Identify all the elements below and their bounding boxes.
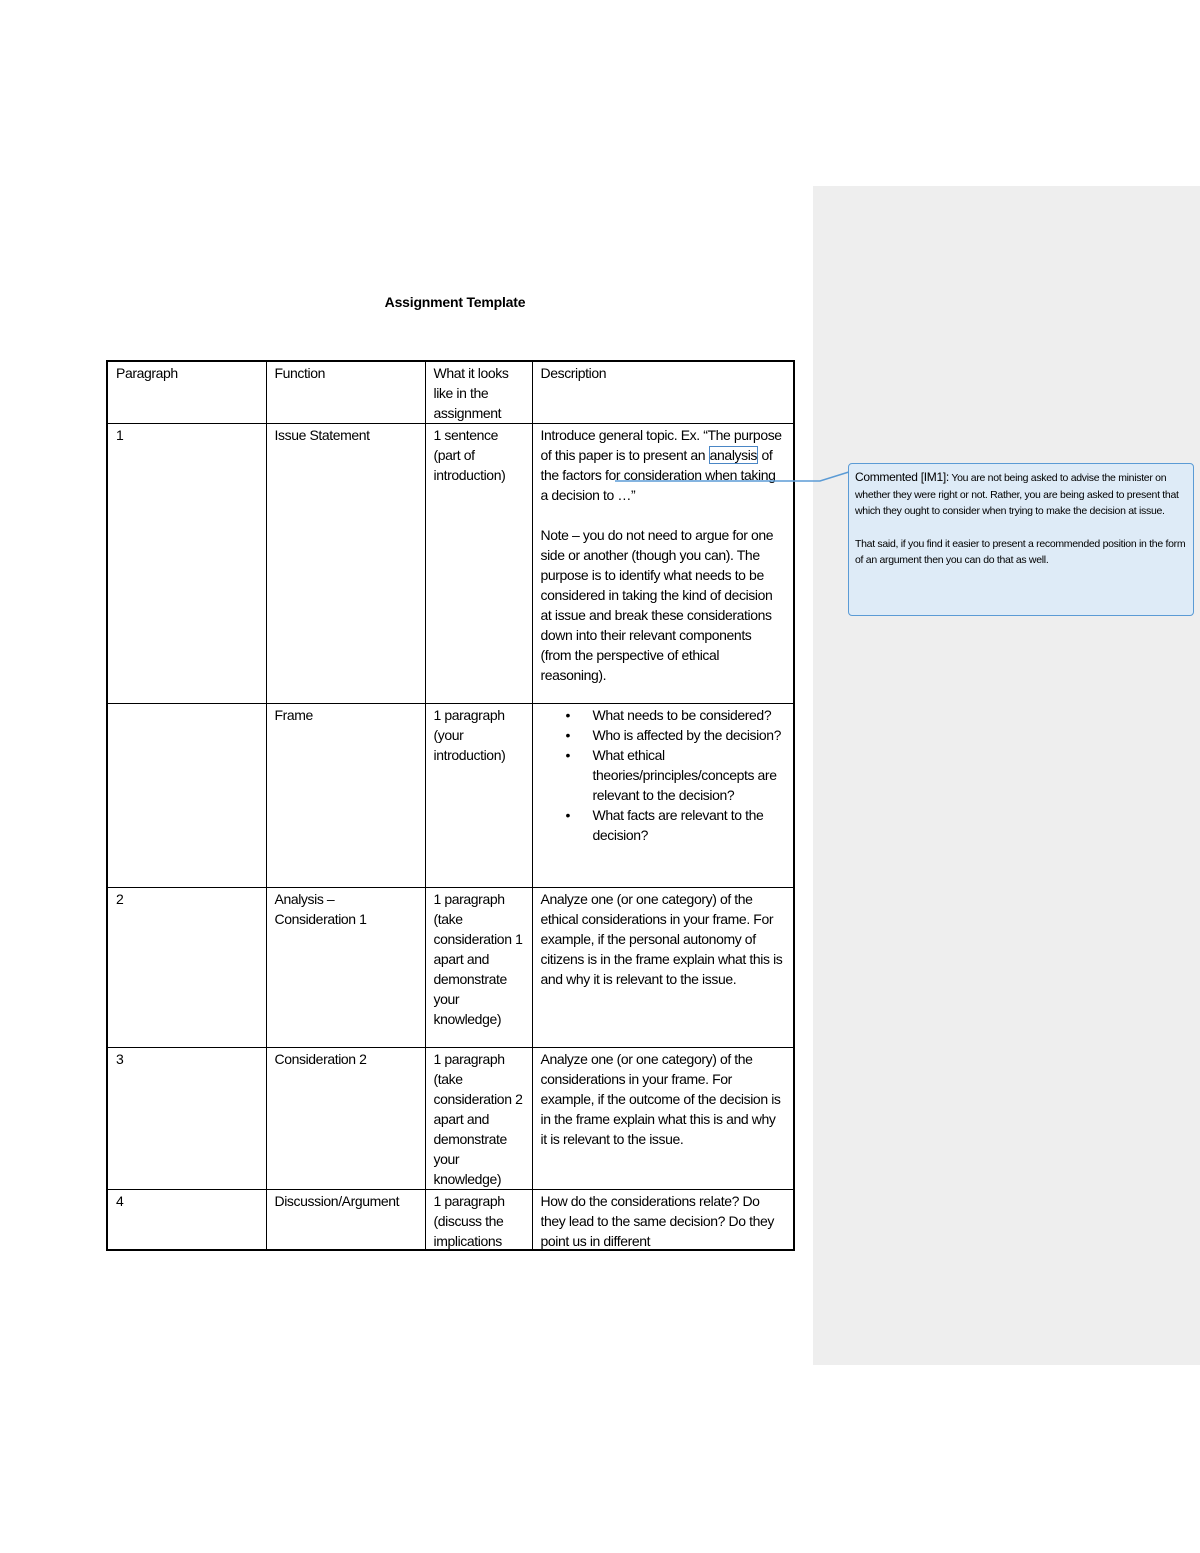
looks-like-cell: 1 paragraph (take consideration 2 apart and demonstrate your knowledge) xyxy=(425,1048,532,1190)
list-item: • What ethical theories/principles/concepts are relevant to the decision? xyxy=(593,745,786,805)
paragraph-cell: 1 xyxy=(107,424,266,704)
looks-like-cell: 1 sentence (part of introduction) xyxy=(425,424,532,704)
description-cell xyxy=(532,424,794,704)
description-note: Note – you do not need to argue for one side or another (though you can). The purpose is to identify what needs to be considered in taking the kind of decision at issue and break these considerations down into their relevant components (from the perspective of ethical reasoning). xyxy=(540,527,774,683)
function-cell: Frame xyxy=(266,704,425,888)
comment-label: Commented [IM1]: xyxy=(855,470,949,484)
table-row xyxy=(107,888,794,1048)
paragraph-cell: 4 xyxy=(107,1190,266,1251)
header-cell: Function xyxy=(266,361,425,424)
looks-like-cell: 1 paragraph (your introduction) xyxy=(425,704,532,888)
comment-balloon[interactable] xyxy=(848,463,1194,616)
function-cell: Issue Statement xyxy=(266,424,425,704)
description-text: Introduce general topic. Ex. “The purpose of this paper is to present an analysis of the factors for consideration when taking a decision to …” xyxy=(540,427,782,503)
list-item: • What needs to be considered? xyxy=(593,705,786,725)
paragraph-cell xyxy=(107,704,266,888)
description-cell xyxy=(532,704,794,888)
header-cell: Paragraph xyxy=(107,361,266,424)
comment-paragraph xyxy=(855,469,1187,520)
table-row xyxy=(107,424,794,704)
function-cell: Analysis – Consideration 1 xyxy=(266,888,425,1048)
comment-text: You are not being asked to advise the minister on whether they were right or not. Rather, you are being asked to present that which they ought to consider when trying to make the decision at issue. xyxy=(855,472,1179,517)
assignment-template-table xyxy=(106,360,795,1251)
function-cell: Consideration 2 xyxy=(266,1048,425,1190)
paragraph-cell: 2 xyxy=(107,888,266,1048)
table-row xyxy=(107,1190,794,1251)
comment-margin-pane xyxy=(813,186,1200,1365)
list-item: • What facts are relevant to the decision? xyxy=(593,805,786,845)
looks-like-cell xyxy=(425,1190,532,1251)
description-cell xyxy=(532,1190,794,1251)
header-cell: What it looks like in the assignment xyxy=(425,361,532,424)
looks-like-text: 1 paragraph (discuss the implications xyxy=(433,1193,505,1249)
looks-like-cell: 1 paragraph (take consideration 1 apart and demonstrate your knowledge) xyxy=(425,888,532,1048)
bullet-list xyxy=(541,705,786,845)
paragraph-cell: 3 xyxy=(107,1048,266,1190)
function-cell: Discussion/Argument xyxy=(266,1190,425,1251)
description-cell: Analyze one (or one category) of the considerations in your frame. For example, if the outcome of the decision is in the frame explain what this is and why it is relevant to the issue. xyxy=(532,1048,794,1190)
table-header-row xyxy=(107,361,794,424)
description-cell: Analyze one (or one category) of the ethical considerations in your frame. For example, if the personal autonomy of citizens is in the frame explain what this is and why it is relevant to the issue. xyxy=(532,888,794,1048)
comment-text-secondary: That said, if you find it easier to present a recommended position in the form of an argument then you can do that as well. xyxy=(855,537,1186,566)
list-item: • Who is affected by the decision? xyxy=(593,725,786,745)
table-row xyxy=(107,1048,794,1190)
document-title: Assignment Template xyxy=(384,294,526,310)
header-cell: Description xyxy=(532,361,794,424)
description-text: How do the considerations relate? Do they lead to the same decision? Do they point us in different xyxy=(540,1193,774,1249)
table-row xyxy=(107,704,794,888)
comment-anchor-highlight[interactable]: analysis xyxy=(709,447,758,463)
